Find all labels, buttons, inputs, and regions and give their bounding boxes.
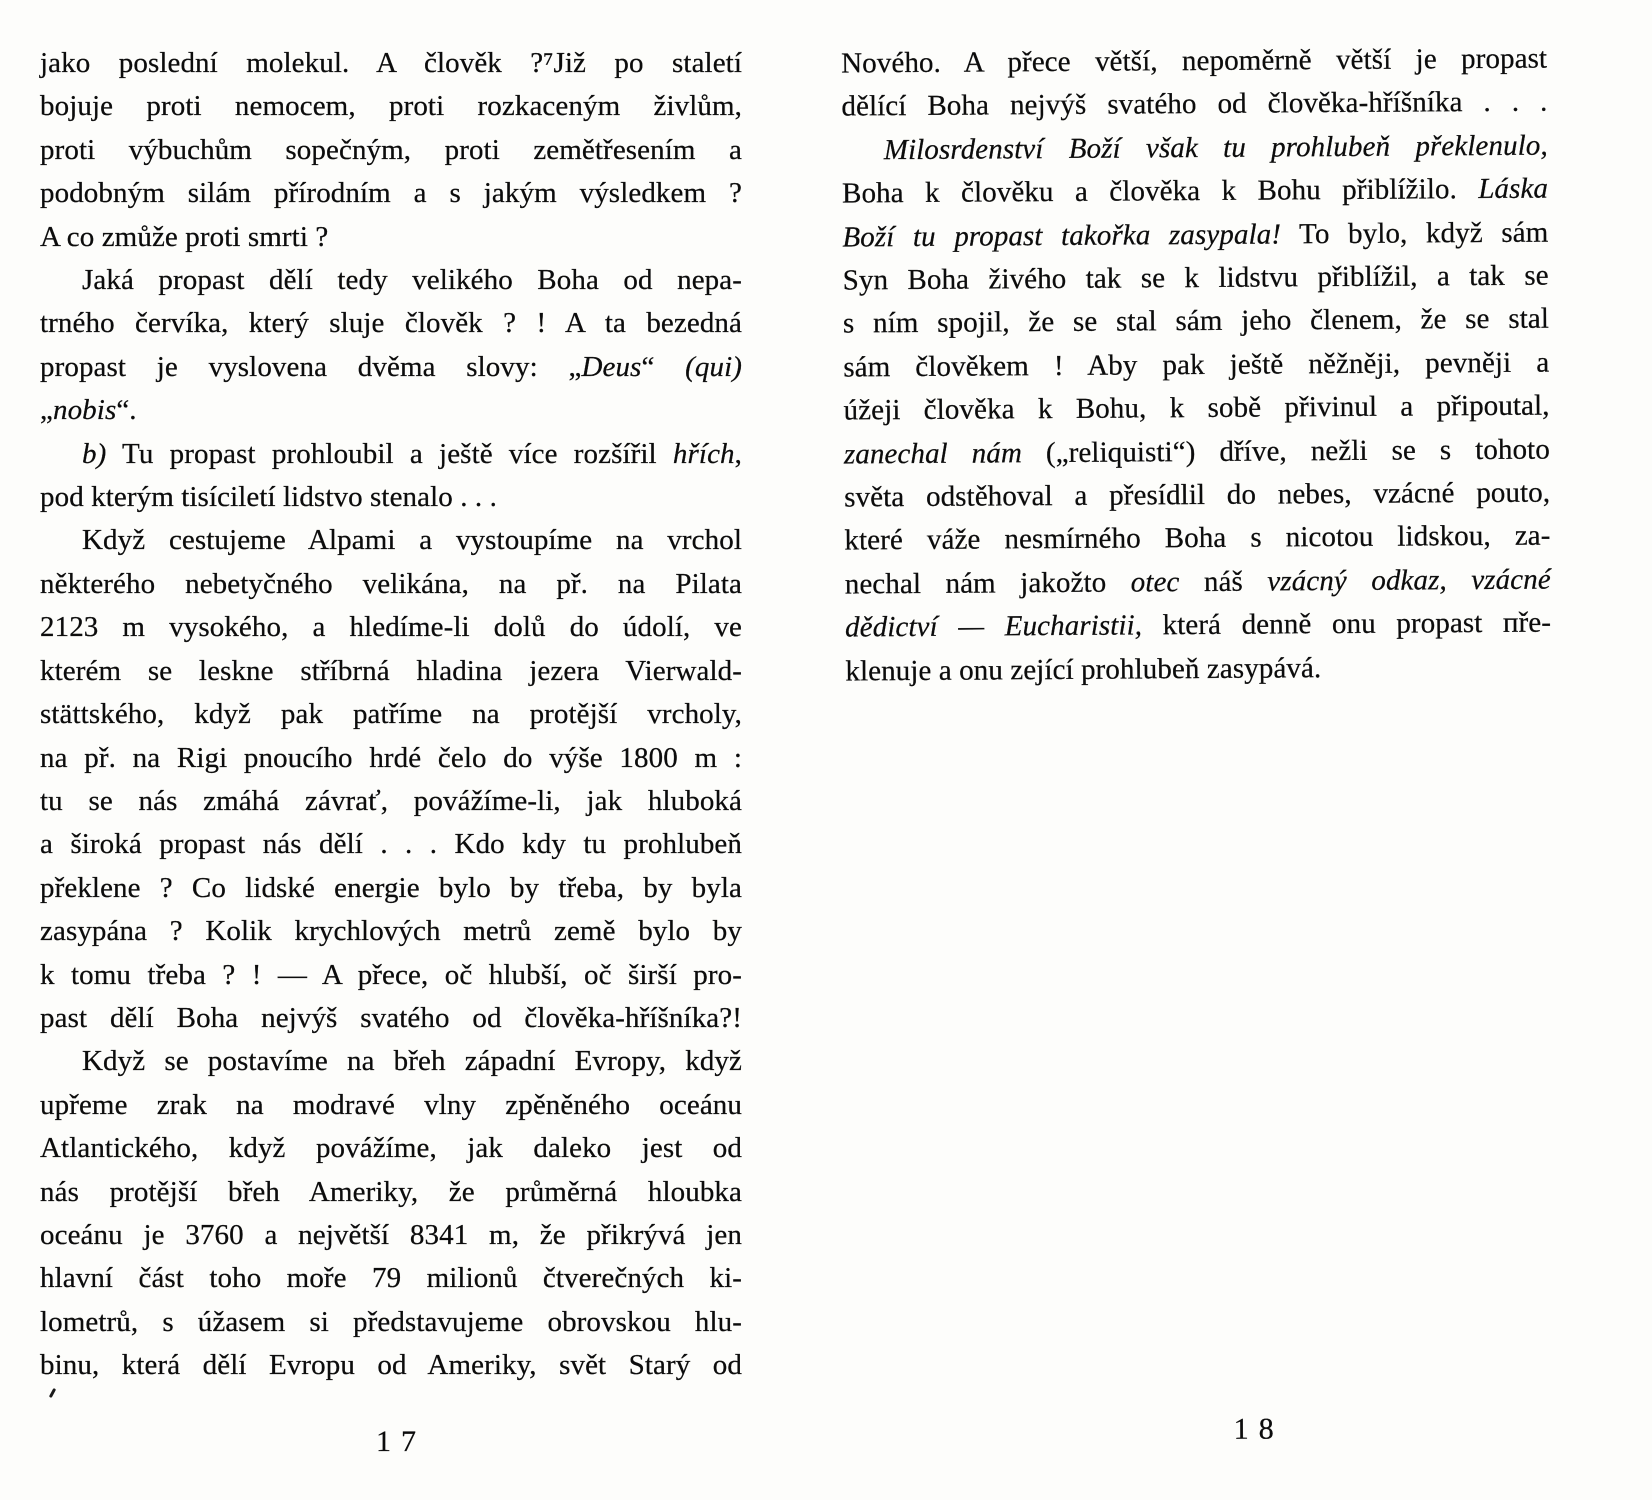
text-line: dědictví — Eucharistii, která denně onu propast пře- [844,606,1552,644]
text-line: binu, která dělí Evropu od Ameriky, svět Starý od [40,1349,742,1382]
page-17 [40,42,742,1472]
text-line: jako poslední molekul. A člověk ?⁷Již po staletí [40,47,742,79]
page-18-number: 18 [1233,1412,1284,1446]
text-line: kterém se leskne stříbrná hladina jezera Vierwald- [40,654,742,687]
text-line: oceánu je 3760 a největší 8341 m, že přikrývá jen [40,1218,742,1251]
text-line: lometrů, s úžasem si představujeme obrovskou hlu- [40,1305,742,1338]
text-line: Boží tu propast takořka zasypala! To bylo, když sám [842,216,1549,254]
text-line: Když cestujeme Alpami a vystoupíme na vrchol [82,524,742,557]
text-line: podobným silám přírodním a s jakým výsledkem ? [40,177,742,210]
text-line: tu se nás zmáhá závrať, povážíme-li, jak hluboká [40,784,742,817]
text-line: 2123 m vysokého, a hledíme-li dolů do údolí, ve [40,611,742,644]
text-line: past dělí Boha nejvýš svatého od člověka-hříšníka?! [40,1001,742,1034]
text-line: nechal nám jakožto otec náš vzácný odkaz, vzácné [844,563,1551,601]
text-line: dělící Boha nejvýš svatého od člověka-hříšníka . . . [841,85,1548,123]
text-line: sám člověkem ! Aby pak ještě něžněji, pevněji a [843,346,1550,384]
text-line: překlene ? Co lidské energie bylo by třeba, by byla [40,871,742,904]
text-line: a široká propast nás dělí . . . Kdo kdy tu prohlubeň [40,828,742,861]
text-line: některého nebetyčného velikána, na př. na Pilata [40,567,742,600]
page-18 [841,38,1557,1473]
text-line: které váže nesmírného Boha s nicotou lidskou, za- [844,520,1551,557]
text-line: nás protější břeh Ameriky, že průměrná hloubka [40,1175,742,1208]
text-line: Nového. A přece větší, nepoměrně větší je propast [841,42,1548,80]
text-line: Boha k člověku a člověka k Bohu přiblížilo. Láska [841,172,1549,210]
text-line: světa odstěhoval a přesídlil do nebes, vzácné pouto, [844,476,1551,514]
text-line: klenuje a onu zející prohlubeň zasypává. [845,651,1322,688]
page-18-lines [841,38,1552,694]
text-line: pod kterým tisíciletí lidstvo stenalo . . . [40,481,497,514]
text-line: Jaká propast dělí tedy velikého Boha od nepa- [82,264,742,297]
text-line: proti výbuchům sopečným, proti zemětřesením a [40,133,742,166]
text-line: propast je vyslovena dvěma slovy: „Deus“ (qui) [40,350,742,383]
text-line: zanechal nám („reliquisti“) dříve, nežli se s tohoto [843,433,1550,471]
text-line: stättského, když pak patříme na protější vrcholy, [40,698,742,731]
text-line: k tomu třeba ? ! — A přece, oč hlubší, oč širší pro- [40,958,742,991]
page-17-number: 17 [376,1425,426,1458]
text-line: s ním spojil, že se stal sám jeho členem, že se stal [842,302,1550,340]
text-line: upřeme zrak na modravé vlny zpěněného oceánu [40,1088,742,1121]
text-line: hlavní část toho moře 79 milionů čtverečných ki- [40,1262,742,1295]
text-line: trného červíka, který sluje člověk ? ! A ta bezedná [40,307,742,340]
text-line: zasypána ? Kolik krychlových metrů země bylo by [40,915,742,948]
text-line: Atlantického, když povážíme, jak daleko jest od [40,1132,742,1165]
text-line: bojuje proti nemocem, proti rozkaceným živlům, [40,90,742,123]
text-line: na př. na Rigi pnoucího hrdé čelo do výše 1800 m : [40,741,742,774]
text-line: úžeji člověka k Bohu, k sobě přivinul a připoutal, [843,389,1550,427]
text-line: A co zmůže proti smrti ? [40,220,329,253]
text-line: Milosrdenství Boží však tu prohlubeň překlenulo, [883,129,1548,166]
page-17-lines [40,42,742,1388]
text-line: b) Tu propast prohloubil a ještě více rozšířil hřích, [82,437,742,470]
text-line: Když se postavíme na břeh západní Evropy, když [82,1045,742,1078]
text-line: Syn Boha živého tak se k lidstvu přiblížil, a tak se [842,259,1549,297]
text-line: „nobis“. [40,394,137,427]
